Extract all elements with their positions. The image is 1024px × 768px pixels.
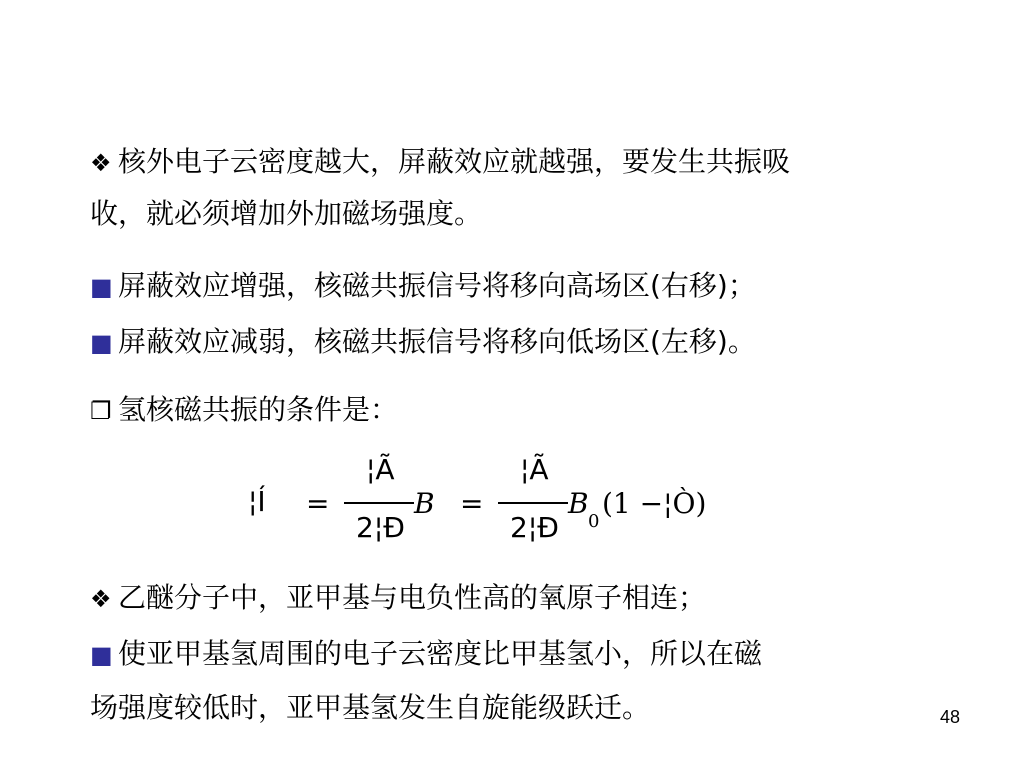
paragraph-text: 收，就必须增加外加磁场强度。: [90, 197, 483, 230]
paragraph-ether-example: [90, 574, 706, 623]
paragraph-text: 屏蔽效应减弱，核磁共振信号将移向低场区(左移)。: [118, 325, 756, 358]
formula-denominator: 2¦Ð: [356, 511, 405, 544]
paragraph-continuation: [90, 190, 482, 238]
square-bullet-icon: ■: [90, 329, 113, 357]
paragraph-text: 氢核磁共振的条件是：: [118, 393, 399, 426]
paragraph-ether-conclusion: [90, 630, 762, 679]
page-number: 48: [939, 707, 960, 727]
fraction-bar: [498, 502, 568, 504]
square-bullet-icon: ■: [90, 641, 113, 669]
paragraph-resonance-condition: [90, 386, 398, 435]
formula-lhs: ¦Í: [248, 485, 266, 518]
formula-equals: =: [460, 487, 484, 520]
formula-tail: (1 −¦Ò): [602, 487, 707, 520]
paragraph-text: 使亚甲基氢周围的电子云密度比甲基氢小，所以在磁: [118, 637, 763, 670]
formula-denominator: 2¦Ð: [510, 511, 559, 544]
formula-equals: =: [306, 487, 330, 520]
paragraph-text: 屏蔽效应增强，核磁共振信号将移向高场区(右移)；: [118, 269, 756, 302]
paragraph-shielding-increase: [90, 262, 756, 311]
paragraph-text: 乙醚分子中，亚甲基与电负性高的氧原子相连；: [118, 581, 707, 614]
formula-numerator: ¦Ã: [520, 453, 549, 486]
formula-numerator: ¦Ã: [366, 453, 395, 486]
paragraph-text: 核外电子云密度越大，屏蔽效应就越强，要发生共振吸: [118, 145, 791, 178]
box-bullet-icon: ❐: [90, 397, 112, 425]
square-bullet-icon: ■: [90, 273, 113, 301]
diamond-bullet-icon: ❖: [90, 149, 112, 177]
paragraph-shielding-strength: [90, 138, 790, 187]
paragraph-text: 场强度较低时，亚甲基氢发生自旋能级跃迁。: [90, 691, 651, 724]
formula-subscript: 0: [588, 511, 600, 532]
paragraph-continuation: [90, 684, 650, 732]
fraction-bar: [344, 502, 414, 504]
paragraph-shielding-decrease: [90, 318, 756, 367]
formula-variable: B: [568, 487, 589, 520]
formula-variable: B: [414, 487, 435, 520]
resonance-formula: [248, 448, 718, 558]
diamond-bullet-icon: ❖: [90, 585, 112, 613]
